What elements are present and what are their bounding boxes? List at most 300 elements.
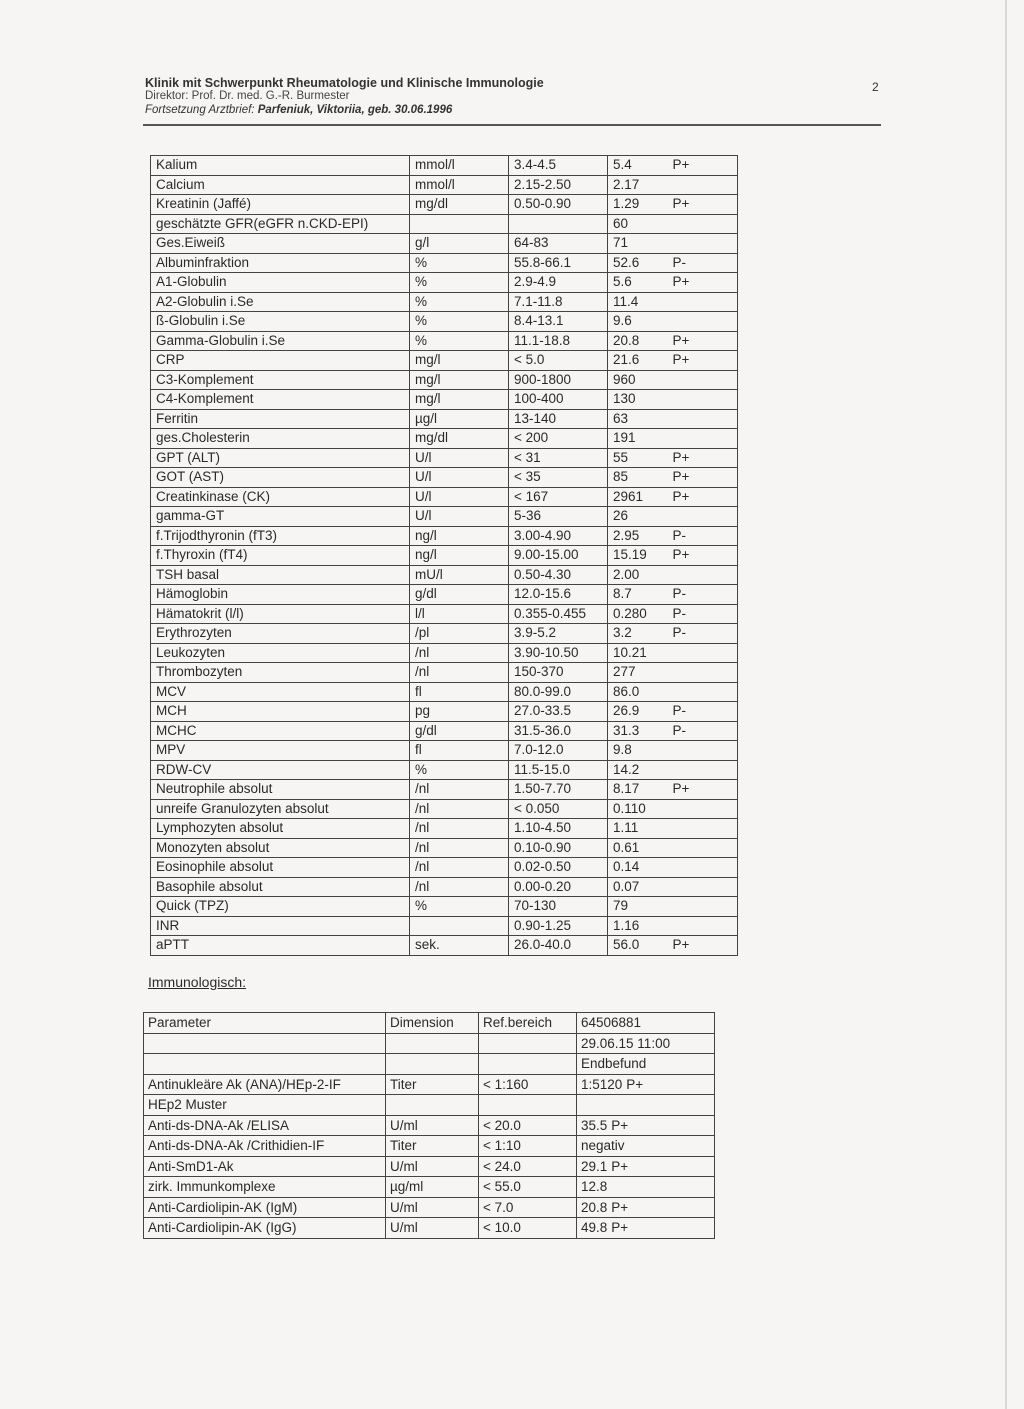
lab-row: [151, 214, 738, 234]
lab-row: [151, 390, 738, 410]
immuno-flag: P+: [611, 1158, 629, 1174]
lab-value: 26.9: [608, 702, 668, 722]
lab-unit: %: [410, 312, 509, 332]
lab-range: 0.90-1.25: [509, 916, 608, 936]
immuno-result: [577, 1177, 715, 1198]
lab-range: < 167: [509, 487, 608, 507]
lab-unit: %: [410, 273, 509, 293]
immunology-date-row: [144, 1033, 715, 1054]
lab-unit: g/dl: [410, 721, 509, 741]
lab-name: RDW-CV: [151, 760, 410, 780]
lab-value: 1.16: [608, 916, 668, 936]
lab-flag: [668, 916, 738, 936]
lab-name: unreife Granulozyten absolut: [151, 799, 410, 819]
lab-value: 52.6: [608, 253, 668, 273]
lab-range: 0.50-0.90: [509, 195, 608, 215]
lab-row: [151, 585, 738, 605]
immuno-unit: Titer: [386, 1074, 479, 1095]
immuno-name: Anti-ds-DNA-Ak /ELISA: [144, 1115, 386, 1136]
lab-unit: %: [410, 897, 509, 917]
lab-range: 150-370: [509, 663, 608, 683]
continuation-prefix: Fortsetzung Arztbrief:: [145, 103, 258, 116]
lab-row: [151, 877, 738, 897]
lab-flag: P+: [668, 331, 738, 351]
lab-flag: P+: [668, 936, 738, 956]
lab-unit: [410, 214, 509, 234]
lab-flag: P-: [668, 721, 738, 741]
lab-flag: [668, 897, 738, 917]
lab-flag: P-: [668, 604, 738, 624]
lab-flag: [668, 370, 738, 390]
lab-row: [151, 429, 738, 449]
lab-name: Lymphozyten absolut: [151, 819, 410, 839]
lab-value: 0.110: [608, 799, 668, 819]
lab-range: 9.00-15.00: [509, 546, 608, 566]
lab-name: Ferritin: [151, 409, 410, 429]
immunology-header-row: [144, 1013, 715, 1034]
lab-value: 3.2: [608, 624, 668, 644]
lab-unit: mg/l: [410, 390, 509, 410]
lab-name: ges.Cholesterin: [151, 429, 410, 449]
lab-name: C4-Komplement: [151, 390, 410, 410]
lab-name: f.Trijodthyronin (fT3): [151, 526, 410, 546]
lab-unit: g/l: [410, 234, 509, 254]
lab-row: [151, 799, 738, 819]
lab-range: 1.10-4.50: [509, 819, 608, 839]
immunology-row: [144, 1095, 715, 1116]
lab-flag: [668, 175, 738, 195]
immuno-result: [577, 1095, 715, 1116]
immuno-name: Anti-ds-DNA-Ak /Crithidien-IF: [144, 1136, 386, 1157]
lab-name: Ges.Eiweiß: [151, 234, 410, 254]
lab-flag: P+: [668, 487, 738, 507]
lab-flag: P+: [668, 448, 738, 468]
lab-unit: /nl: [410, 663, 509, 683]
lab-unit: mmol/l: [410, 156, 509, 176]
lab-flag: [668, 799, 738, 819]
lab-value: 8.17: [608, 780, 668, 800]
immuno-range: < 10.0: [479, 1218, 577, 1239]
lab-results-table: [150, 155, 738, 956]
lab-value: 31.3: [608, 721, 668, 741]
lab-row: [151, 273, 738, 293]
immuno-range: < 55.0: [479, 1177, 577, 1198]
immuno-unit: U/ml: [386, 1197, 479, 1218]
lab-unit: mg/dl: [410, 429, 509, 449]
lab-name: Thrombozyten: [151, 663, 410, 683]
lab-row: [151, 682, 738, 702]
lab-flag: P+: [668, 273, 738, 293]
lab-range: [509, 214, 608, 234]
lab-range: 26.0-40.0: [509, 936, 608, 956]
lab-value: 2961: [608, 487, 668, 507]
lab-unit: mg/l: [410, 351, 509, 371]
header-dimension: Dimension: [386, 1013, 479, 1034]
immuno-result: [577, 1197, 715, 1218]
lab-row: [151, 507, 738, 527]
lab-flag: [668, 312, 738, 332]
sample-date: 29.06.15 11:00: [577, 1033, 715, 1054]
lab-unit: %: [410, 331, 509, 351]
lab-row: [151, 780, 738, 800]
lab-name: geschätzte GFR(eGFR n.CKD-EPI): [151, 214, 410, 234]
lab-row: [151, 565, 738, 585]
lab-unit: U/l: [410, 448, 509, 468]
immuno-range: < 1:10: [479, 1136, 577, 1157]
lab-row: [151, 721, 738, 741]
lab-row: [151, 292, 738, 312]
lab-unit: /nl: [410, 643, 509, 663]
lab-range: 0.50-4.30: [509, 565, 608, 585]
lab-unit: ng/l: [410, 546, 509, 566]
lab-value: 79: [608, 897, 668, 917]
lab-value: 2.95: [608, 526, 668, 546]
lab-row: [151, 643, 738, 663]
lab-flag: P+: [668, 195, 738, 215]
lab-range: 55.8-66.1: [509, 253, 608, 273]
lab-flag: [668, 409, 738, 429]
immuno-result: [577, 1136, 715, 1157]
immuno-name: Anti-SmD1-Ak: [144, 1156, 386, 1177]
lab-range: 27.0-33.5: [509, 702, 608, 722]
lab-range: 1.50-7.70: [509, 780, 608, 800]
lab-range: 8.4-13.1: [509, 312, 608, 332]
immunology-row: [144, 1115, 715, 1136]
lab-name: Eosinophile absolut: [151, 858, 410, 878]
lab-unit: U/l: [410, 507, 509, 527]
lab-value: 0.280: [608, 604, 668, 624]
lab-unit: /nl: [410, 819, 509, 839]
lab-range: < 35: [509, 468, 608, 488]
immuno-result: [577, 1218, 715, 1239]
lab-value: 26: [608, 507, 668, 527]
lab-unit: pg: [410, 702, 509, 722]
immuno-name: HEp2 Muster: [144, 1095, 386, 1116]
lab-value: 2.17: [608, 175, 668, 195]
lab-flag: [668, 741, 738, 761]
lab-value: 14.2: [608, 760, 668, 780]
immuno-unit: U/ml: [386, 1156, 479, 1177]
immuno-range: [479, 1095, 577, 1116]
lab-row: [151, 819, 738, 839]
header-parameter: Parameter: [144, 1013, 386, 1034]
immuno-flag: P+: [626, 1076, 644, 1092]
lab-unit: mg/dl: [410, 195, 509, 215]
lab-range: 80.0-99.0: [509, 682, 608, 702]
lab-unit: /nl: [410, 858, 509, 878]
lab-name: GPT (ALT): [151, 448, 410, 468]
lab-unit: /nl: [410, 799, 509, 819]
lab-row: [151, 858, 738, 878]
lab-row: [151, 175, 738, 195]
lab-unit: sek.: [410, 936, 509, 956]
lab-value: 0.07: [608, 877, 668, 897]
lab-row: [151, 838, 738, 858]
lab-range: 13-140: [509, 409, 608, 429]
lab-range: 3.4-4.5: [509, 156, 608, 176]
lab-unit: %: [410, 760, 509, 780]
lab-value: 55: [608, 448, 668, 468]
lab-row: [151, 916, 738, 936]
letter-header: [145, 76, 885, 117]
immuno-value: 29.1: [581, 1158, 608, 1174]
lab-range: 900-1800: [509, 370, 608, 390]
lab-value: 5.6: [608, 273, 668, 293]
lab-unit: [410, 916, 509, 936]
lab-range: 31.5-36.0: [509, 721, 608, 741]
immuno-flag: P+: [611, 1199, 629, 1215]
lab-unit: /nl: [410, 780, 509, 800]
lab-flag: [668, 214, 738, 234]
lab-range: 3.9-5.2: [509, 624, 608, 644]
lab-value: 9.8: [608, 741, 668, 761]
lab-row: [151, 897, 738, 917]
lab-name: Leukozyten: [151, 643, 410, 663]
lab-unit: ng/l: [410, 526, 509, 546]
lab-range: 2.15-2.50: [509, 175, 608, 195]
lab-range: 3.90-10.50: [509, 643, 608, 663]
header-divider: [143, 124, 881, 126]
lab-name: Basophile absolut: [151, 877, 410, 897]
lab-value: 63: [608, 409, 668, 429]
lab-name: f.Thyroxin (fT4): [151, 546, 410, 566]
immunology-status-row: [144, 1054, 715, 1075]
lab-unit: mU/l: [410, 565, 509, 585]
immuno-value: 1:5120: [581, 1076, 623, 1092]
lab-row: [151, 156, 738, 176]
lab-range: < 5.0: [509, 351, 608, 371]
lab-value: 1.11: [608, 819, 668, 839]
immuno-name: Anti-Cardiolipin-AK (IgG): [144, 1218, 386, 1239]
lab-row: [151, 234, 738, 254]
lab-unit: fl: [410, 682, 509, 702]
lab-row: [151, 487, 738, 507]
lab-name: Hämoglobin: [151, 585, 410, 605]
lab-value: 1.29: [608, 195, 668, 215]
lab-range: 11.5-15.0: [509, 760, 608, 780]
lab-unit: l/l: [410, 604, 509, 624]
patient-name: Parfeniuk, Viktoriia, geb. 30.06.1996: [257, 103, 453, 116]
lab-flag: [668, 838, 738, 858]
lab-flag: [668, 643, 738, 663]
report-status: Endbefund: [577, 1054, 715, 1075]
lab-unit: /nl: [410, 838, 509, 858]
immuno-unit: [386, 1095, 479, 1116]
immunology-row: [144, 1156, 715, 1177]
immuno-range: < 7.0: [479, 1197, 577, 1218]
lab-name: Kalium: [151, 156, 410, 176]
lab-value: 130: [608, 390, 668, 410]
lab-name: Gamma-Globulin i.Se: [151, 331, 410, 351]
lab-name: Hämatokrit (l/l): [151, 604, 410, 624]
page-number: 2: [872, 80, 879, 94]
lab-results-body: [151, 156, 738, 956]
immuno-unit: U/ml: [386, 1218, 479, 1239]
lab-value: 11.4: [608, 292, 668, 312]
lab-name: TSH basal: [151, 565, 410, 585]
lab-flag: P-: [668, 526, 738, 546]
lab-range: 2.9-4.9: [509, 273, 608, 293]
lab-value: 56.0: [608, 936, 668, 956]
lab-name: ß-Globulin i.Se: [151, 312, 410, 332]
immunology-row: [144, 1218, 715, 1239]
lab-range: 0.355-0.455: [509, 604, 608, 624]
lab-flag: [668, 682, 738, 702]
lab-range: < 0.050: [509, 799, 608, 819]
lab-flag: P-: [668, 253, 738, 273]
lab-row: [151, 760, 738, 780]
lab-range: 0.00-0.20: [509, 877, 608, 897]
lab-range: < 31: [509, 448, 608, 468]
lab-name: gamma-GT: [151, 507, 410, 527]
immuno-value: negativ: [581, 1138, 625, 1154]
immuno-result: [577, 1115, 715, 1136]
immuno-range: < 24.0: [479, 1156, 577, 1177]
lab-row: [151, 526, 738, 546]
immuno-unit: U/ml: [386, 1115, 479, 1136]
lab-row: [151, 604, 738, 624]
lab-value: 2.00: [608, 565, 668, 585]
lab-flag: [668, 663, 738, 683]
lab-row: [151, 409, 738, 429]
lab-unit: %: [410, 292, 509, 312]
clinic-name: Klinik mit Schwerpunkt Rheumatologie und Klinische Immunologie: [145, 76, 544, 90]
immuno-flag: P+: [611, 1220, 629, 1236]
lab-row: [151, 370, 738, 390]
lab-value: 86.0: [608, 682, 668, 702]
lab-row: [151, 253, 738, 273]
lab-flag: [668, 507, 738, 527]
lab-name: Calcium: [151, 175, 410, 195]
immuno-value: 12.8: [581, 1179, 608, 1195]
lab-name: Creatinkinase (CK): [151, 487, 410, 507]
immunology-heading: Immunologisch:: [148, 974, 247, 990]
immunology-row: [144, 1197, 715, 1218]
lab-flag: [668, 565, 738, 585]
immuno-flag: P+: [611, 1117, 629, 1133]
immuno-name: zirk. Immunkomplexe: [144, 1177, 386, 1198]
lab-flag: [668, 390, 738, 410]
lab-flag: P+: [668, 780, 738, 800]
immunology-row: [144, 1136, 715, 1157]
lab-unit: /pl: [410, 624, 509, 644]
immuno-range: < 20.0: [479, 1115, 577, 1136]
lab-range: 11.1-18.8: [509, 331, 608, 351]
lab-row: [151, 312, 738, 332]
lab-range: < 200: [509, 429, 608, 449]
lab-row: [151, 663, 738, 683]
lab-range: 3.00-4.90: [509, 526, 608, 546]
lab-range: 64-83: [509, 234, 608, 254]
immuno-unit: µg/ml: [386, 1177, 479, 1198]
lab-flag: P+: [668, 351, 738, 371]
lab-name: Albuminfraktion: [151, 253, 410, 273]
immunology-row: [144, 1177, 715, 1198]
lab-unit: mmol/l: [410, 175, 509, 195]
lab-flag: P+: [668, 156, 738, 176]
lab-name: INR: [151, 916, 410, 936]
lab-flag: P-: [668, 585, 738, 605]
lab-range: 70-130: [509, 897, 608, 917]
lab-unit: fl: [410, 741, 509, 761]
immuno-range: < 1:160: [479, 1074, 577, 1095]
lab-value: 9.6: [608, 312, 668, 332]
lab-value: 21.6: [608, 351, 668, 371]
lab-flag: [668, 429, 738, 449]
lab-flag: P+: [668, 468, 738, 488]
lab-unit: /nl: [410, 877, 509, 897]
lab-range: 7.0-12.0: [509, 741, 608, 761]
lab-value: 60: [608, 214, 668, 234]
lab-flag: [668, 292, 738, 312]
immuno-name: Antinukleäre Ak (ANA)/HEp-2-IF: [144, 1074, 386, 1095]
lab-name: A2-Globulin i.Se: [151, 292, 410, 312]
immuno-result: [577, 1156, 715, 1177]
lab-value: 20.8: [608, 331, 668, 351]
lab-name: Kreatinin (Jaffé): [151, 195, 410, 215]
lab-row: [151, 331, 738, 351]
lab-name: Quick (TPZ): [151, 897, 410, 917]
lab-name: C3-Komplement: [151, 370, 410, 390]
lab-range: 5-36: [509, 507, 608, 527]
lab-flag: P-: [668, 702, 738, 722]
lab-value: 0.61: [608, 838, 668, 858]
lab-name: MCH: [151, 702, 410, 722]
lab-name: Neutrophile absolut: [151, 780, 410, 800]
immuno-name: Anti-Cardiolipin-AK (IgM): [144, 1197, 386, 1218]
lab-range: 100-400: [509, 390, 608, 410]
lab-name: MCHC: [151, 721, 410, 741]
director-line: Direktor: Prof. Dr. med. G.-R. Burmester: [145, 90, 350, 103]
lab-name: Erythrozyten: [151, 624, 410, 644]
lab-unit: %: [410, 253, 509, 273]
lab-unit: g/dl: [410, 585, 509, 605]
lab-flag: P+: [668, 546, 738, 566]
lab-row: [151, 448, 738, 468]
continuation-line: [145, 104, 885, 117]
lab-row: [151, 351, 738, 371]
lab-range: 0.10-0.90: [509, 838, 608, 858]
lab-row: [151, 195, 738, 215]
lab-name: MPV: [151, 741, 410, 761]
lab-unit: U/l: [410, 468, 509, 488]
immuno-value: 20.8: [581, 1199, 608, 1215]
header-sample-id: 64506881: [577, 1013, 715, 1034]
lab-value: 15.19: [608, 546, 668, 566]
lab-row: [151, 936, 738, 956]
immunology-table: [143, 1012, 715, 1239]
lab-name: Monozyten absolut: [151, 838, 410, 858]
lab-value: 71: [608, 234, 668, 254]
immunology-row: [144, 1074, 715, 1095]
lab-flag: [668, 858, 738, 878]
lab-value: 277: [608, 663, 668, 683]
lab-name: CRP: [151, 351, 410, 371]
lab-name: aPTT: [151, 936, 410, 956]
lab-name: MCV: [151, 682, 410, 702]
lab-unit: U/l: [410, 487, 509, 507]
lab-unit: mg/l: [410, 370, 509, 390]
immuno-value: 49.8: [581, 1220, 608, 1236]
lab-flag: [668, 877, 738, 897]
scan-edge-mark: [1005, 0, 1007, 1409]
lab-range: 7.1-11.8: [509, 292, 608, 312]
lab-name: A1-Globulin: [151, 273, 410, 293]
lab-value: 191: [608, 429, 668, 449]
header-refbereich: Ref.bereich: [479, 1013, 577, 1034]
immuno-unit: Titer: [386, 1136, 479, 1157]
lab-value: 85: [608, 468, 668, 488]
